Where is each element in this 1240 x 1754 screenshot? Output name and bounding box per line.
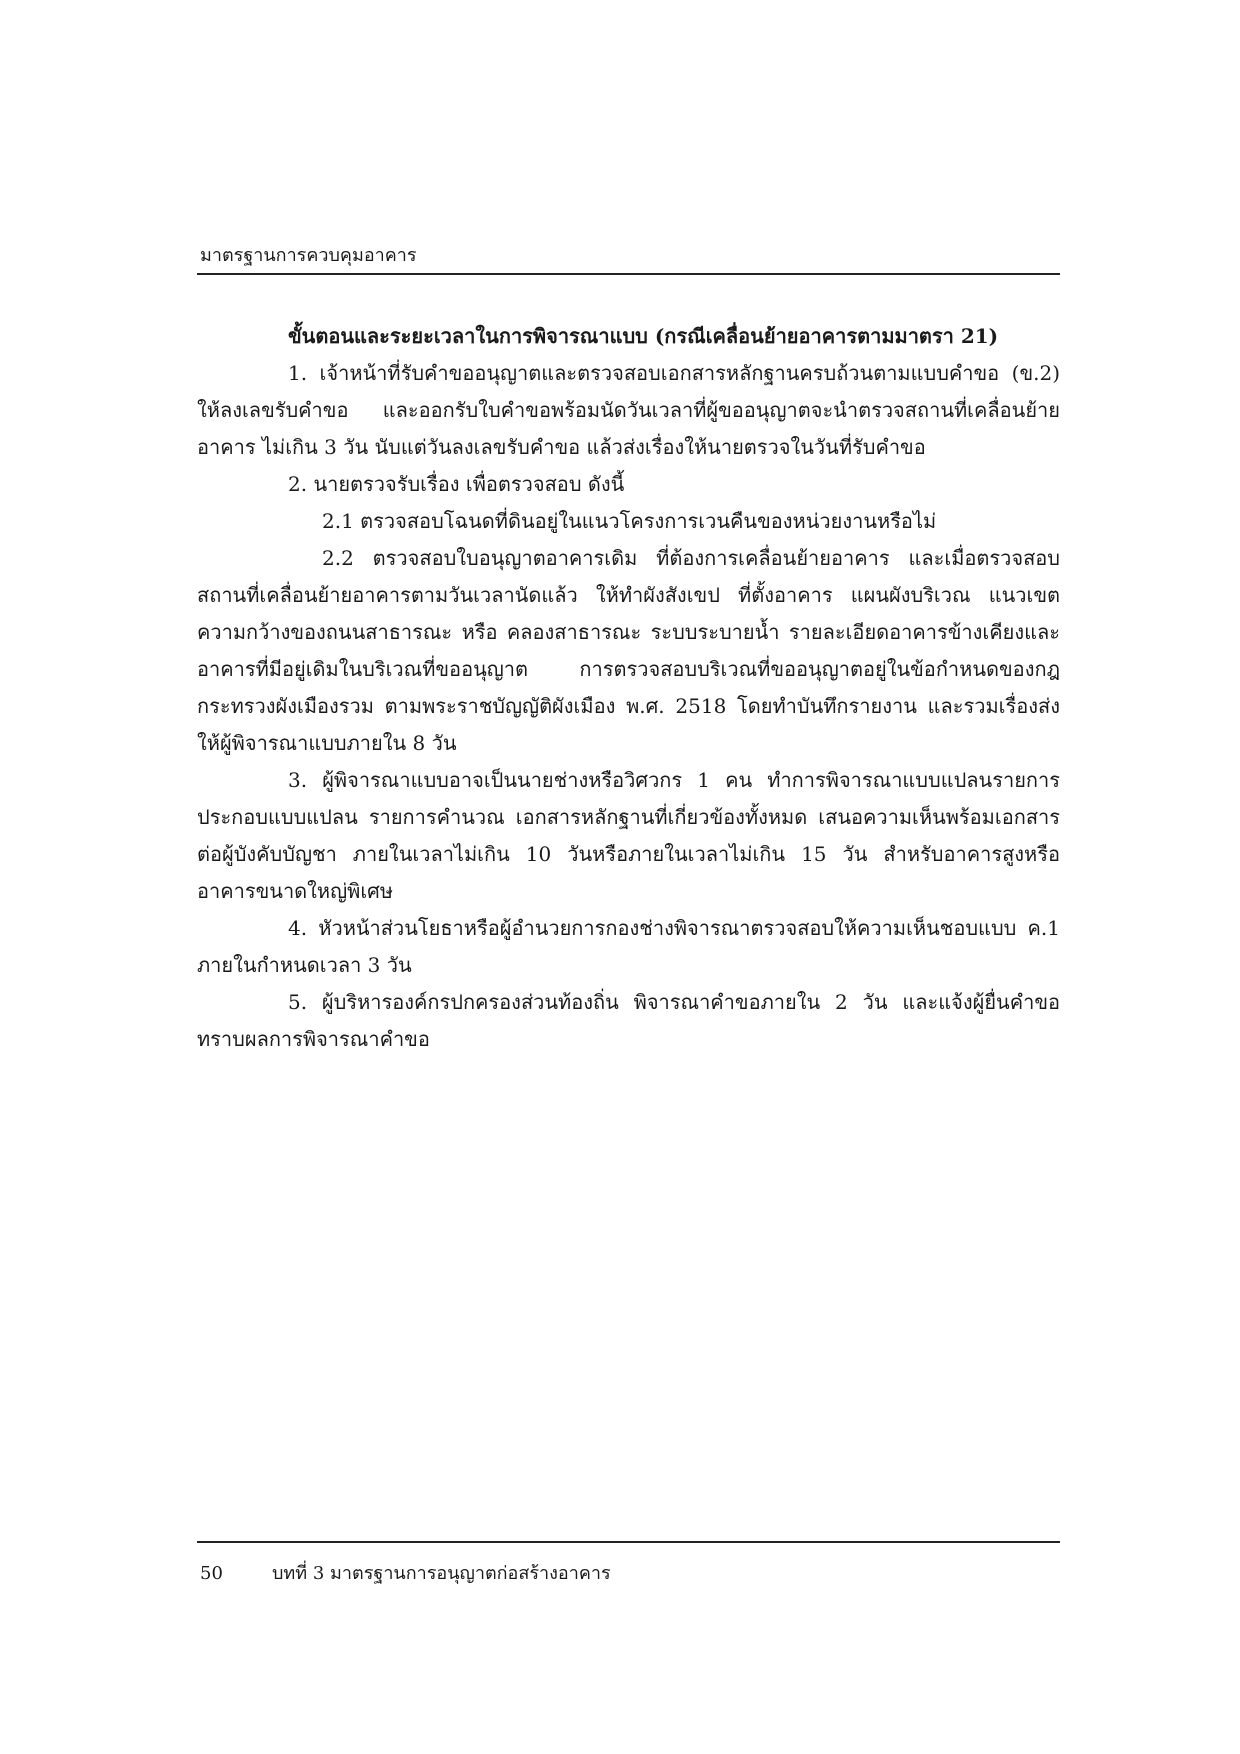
paragraph-step-4: 4. หัวหน้าส่วนโยธาหรือผู้อำนวยการกองช่างพิจารณาตรวจสอบให้ความเห็นชอบแบบ ค.1 ภายในกำหนดเวลา 3 วัน (197, 916, 1060, 977)
paragraph-step-2-2: 2.2 ตรวจสอบใบอนุญาตอาคารเดิม ที่ต้องการเคลื่อนย้ายอาคาร และเมื่อตรวจสอบสถานที่เคลื่อนย้ายอาคารตามวันเวลานัดแล้ว ให้ทำผังสังเขป ที่ตั้งอาคาร แผนผังบริเวณ แนวเขตความกว้างของถนนสาธารณะ หรือ คลองสาธารณะ ระบบระบายน้ำ รายละเอียดอาคารข้างเคียงและอาคารที่มีอยู่เดิมในบริเวณที่ขออนุญาต การตรวจสอบบริเวณที่ขออนุญาตอยู่ในข้อกำหนดของกฎกระทรวงผังเมืองรวม ตามพระราชบัญญัติผังเมือง พ.ศ. 2518 โดยทำบันทึกรายงาน และรวมเรื่องส่งให้ผู้พิจารณาแบบภายใน 8 วัน (197, 546, 1060, 755)
paragraph-step-5: 5. ผู้บริหารองค์กรปกครองส่วนท้องถิ่น พิจารณาคำขอภายใน 2 วัน และแจ้งผู้ยื่นคำขอทราบผลการพิจารณาคำขอ (197, 990, 1060, 1051)
footer-chapter-title: บทที่ 3 มาตรฐานการอนุญาตก่อสร้างอาคาร (272, 1563, 611, 1584)
paragraph-step-2-1: 2.1 ตรวจสอบโฉนดที่ดินอยู่ในแนวโครงการเวนคืนของหน่วยงานหรือไม่ (322, 509, 937, 533)
page-footer (200, 1563, 611, 1585)
body-text (197, 318, 1060, 1058)
paragraph-step-1: 1. เจ้าหน้าที่รับคำขออนุญาตและตรวจสอบเอกสารหลักฐานครบถ้วนตามแบบคำขอ (ข.2) ให้ลงเลขรับคำขอ และออกรับใบคำขอพร้อมนัดวันเวลาที่ผู้ขออนุญาตจะนำตรวจสถานที่เคลื่อนย้ายอาคาร ไม่เกิน 3 วัน นับแต่วันลงเลขรับคำขอ แล้วส่งเรื่องให้นายตรวจในวันที่รับคำขอ (197, 361, 1060, 459)
page-number: 50 (200, 1563, 223, 1584)
paragraph-step-2: 2. นายตรวจรับเรื่อง เพื่อตรวจสอบ ดังนี้ (288, 472, 625, 496)
footer-rule (197, 1541, 1060, 1543)
header-rule (197, 273, 1060, 275)
running-header: มาตรฐานการควบคุมอาคาร (200, 245, 417, 266)
section-title: ขั้นตอนและระยะเวลาในการพิจารณาแบบ (กรณีเคลื่อนย้ายอาคารตามมาตรา 21) (288, 324, 999, 348)
paragraph-step-3: 3. ผู้พิจารณาแบบอาจเป็นนายช่างหรือวิศวกร 1 คน ทำการพิจารณาแบบแปลนรายการประกอบแบบแปลน รายการคำนวณ เอกสารหลักฐานที่เกี่ยวข้องทั้งหมด เสนอความเห็นพร้อมเอกสารต่อผู้บังคับบัญชา ภายในเวลาไม่เกิน 10 วันหรือภายในเวลาไม่เกิน 15 วัน สำหรับอาคารสูงหรืออาคารขนาดใหญ่พิเศษ (197, 768, 1060, 903)
